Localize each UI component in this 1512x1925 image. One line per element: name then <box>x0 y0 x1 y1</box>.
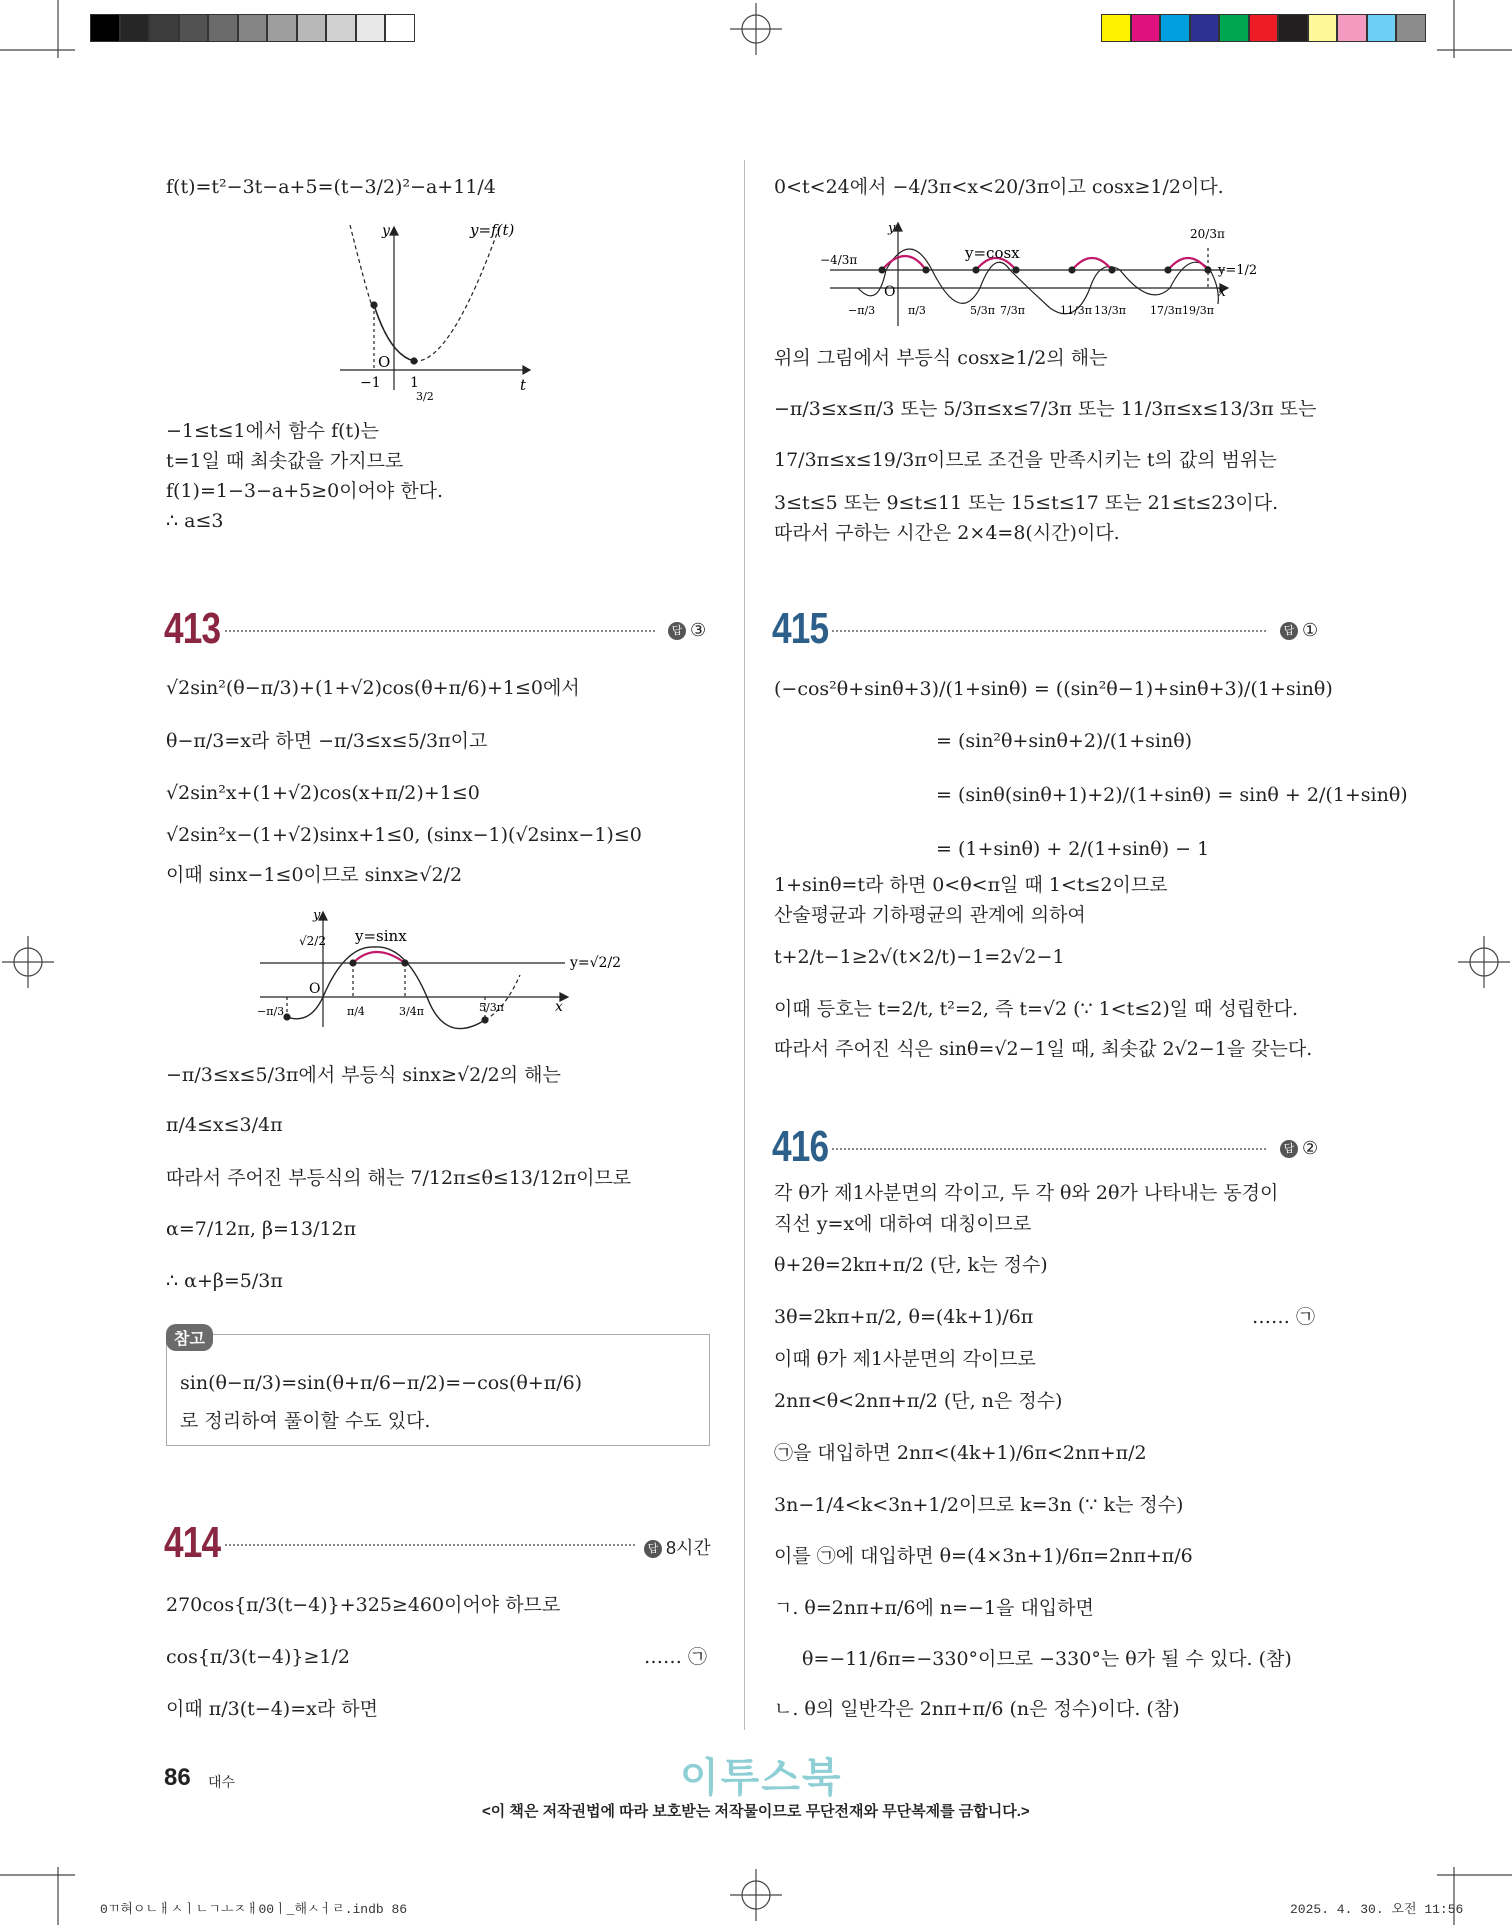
tick-label: 3/4π <box>399 1005 424 1018</box>
text-line: θ=−11/6π=−330°이므로 −330°는 θ가 될 수 있다. (참) <box>802 1648 1292 1670</box>
graph-label-o: O <box>378 353 391 371</box>
graph-label-root2-half: √2/2 <box>299 934 326 948</box>
text-line: f(1)=1−3−a+5≥0이어야 한다. <box>166 480 444 502</box>
text-line: 1+sinθ=t라 하면 0<θ<π일 때 1<t≤2이므로 <box>774 874 1168 896</box>
tick-label: 19/3π <box>1182 304 1214 317</box>
graph-label-y: y <box>888 221 896 236</box>
text-line: 각 θ가 제1사분면의 각이고, 두 각 θ와 2θ가 나타내는 동경이 <box>774 1182 1279 1204</box>
graph-label-o: O <box>309 981 321 997</box>
tick-label: 7/3π <box>1000 304 1025 317</box>
text-line: 위의 그림에서 부등식 cosx≥1/2의 해는 <box>774 347 1108 369</box>
slug-filename: 0ㄲ혀ㅇㄴㅐㅅㅣㄴㄱㅗㅈㅐ00ㅣ_해ㅅㅓㄹ.indb 86 <box>100 1902 408 1917</box>
text-line: ㉠을 대입하면 2nπ<(4k+1)/6π<2nπ+π/2 <box>774 1442 1147 1464</box>
dotted-leader <box>225 1544 635 1546</box>
text-line: ㄴ. θ의 일반각은 2nπ+π/6 (n은 정수)이다. (참) <box>774 1698 1180 1720</box>
graph-label-curve: y=sinx <box>355 927 407 945</box>
problem-number: 414 <box>164 1518 221 1567</box>
sine-graph <box>255 905 635 1030</box>
text-line: 이때 π/3(t−4)=x라 하면 <box>166 1698 378 1720</box>
reference-tag: 참고 <box>166 1324 213 1351</box>
graph-label-minus1: −1 <box>360 375 381 391</box>
tick-label: 5/3π <box>970 304 995 317</box>
section-name: 대수 <box>208 1774 236 1790</box>
text-line: 따라서 주어진 부등식의 해는 7/12π≤θ≤13/12π이므로 <box>166 1167 632 1189</box>
text-line: −π/3≤x≤5/3π에서 부등식 sinx≥√2/2의 해는 <box>166 1064 561 1086</box>
answer-value: ③ <box>690 620 707 640</box>
answer-tag: 답 <box>1280 1140 1298 1158</box>
text-line: ∴ a≤3 <box>166 510 224 532</box>
graph-label-1: 1 <box>410 375 419 391</box>
graph-label-x: x <box>1218 284 1226 300</box>
slug-date: 2025. 4. 30. 오전 11:56 <box>1290 1902 1464 1917</box>
text-line: 직선 y=x에 대하여 대칭이므로 <box>774 1213 1032 1235</box>
text-line: √2sin²(θ−π/3)+(1+√2)cos(θ+π/6)+1≤0에서 <box>166 677 580 699</box>
dotted-leader <box>225 630 655 632</box>
copyright-notice: <이 책은 저작권법에 따라 보호받는 저작물이므로 무단전재와 무단복제를 금합니다.> <box>482 1803 1030 1820</box>
equation-mark: …… ㉠ <box>644 1646 708 1668</box>
tick-label: −π/3 <box>848 304 876 317</box>
text-line: = (1+sinθ) + 2/(1+sinθ) − 1 <box>936 838 1210 860</box>
text-line: −1≤t≤1에서 함수 f(t)는 <box>166 420 379 442</box>
text-line: t+2/t−1≥2√(t×2/t)−1=2√2−1 <box>774 946 1065 968</box>
publisher-logo: 이투스북 <box>680 1756 843 1800</box>
text-line: 산술평균과 기하평균의 관계에 의하여 <box>774 904 1086 926</box>
graph-label-y: y <box>313 908 321 923</box>
tick-label: 17/3π <box>1150 304 1182 317</box>
graph-label-y: y <box>382 223 390 239</box>
answer-tag: 답 <box>1280 622 1298 640</box>
tick-label: 5/3π <box>479 1001 504 1014</box>
answer-tag: 답 <box>644 1540 662 1558</box>
text-line: 이때 등호는 t=2/t, t²=2, 즉 t=√2 (∵ 1<t≤2)일 때 성립한다. <box>774 998 1298 1020</box>
text-line: cos{π/3(t−4)}≥1/2 <box>166 1646 350 1668</box>
graph-label-o: O <box>884 284 896 300</box>
text-line: θ+2θ=2kπ+π/2 (단, k는 정수) <box>774 1254 1048 1276</box>
text-line: 따라서 주어진 식은 sinθ=√2−1일 때, 최솟값 2√2−1을 갖는다. <box>774 1038 1313 1060</box>
tick-label: −π/3 <box>257 1005 285 1018</box>
text-line: 3θ=2kπ+π/2, θ=(4k+1)/6π <box>774 1306 1034 1328</box>
graph-label-curve: y=f(t) <box>470 221 515 239</box>
page-number: 86 <box>164 1764 191 1791</box>
text-line: 3≤t≤5 또는 9≤t≤11 또는 15≤t≤17 또는 21≤t≤23이다. <box>774 492 1279 514</box>
answer-tag: 답 <box>668 622 686 640</box>
text-line: √2sin²x+(1+√2)cos(x+π/2)+1≤0 <box>166 782 480 804</box>
text-line: 2nπ<θ<2nπ+π/2 (단, n은 정수) <box>774 1390 1063 1412</box>
text-line: sin(θ−π/3)=sin(θ+π/6−π/2)=−cos(θ+π/6) <box>180 1372 583 1394</box>
text-line: ∴ α+β=5/3π <box>166 1270 283 1292</box>
text-line: 로 정리하여 풀이할 수도 있다. <box>180 1410 431 1432</box>
text-line: 3n−1/4<k<3n+1/2이므로 k=3n (∵ k는 정수) <box>774 1494 1184 1516</box>
text-line: (−cos²θ+sinθ+3)/(1+sinθ) = ((sin²θ−1)+sinθ+3)/(1+sinθ) <box>774 678 1333 700</box>
dotted-leader <box>832 630 1266 632</box>
tick-label: π/3 <box>908 304 926 317</box>
dotted-leader <box>832 1148 1266 1150</box>
graph-label-twenty-thirds: 20/3π <box>1190 227 1225 241</box>
graph-label-three-halves: 3/2 <box>416 390 434 403</box>
text-line: 따라서 구하는 시간은 2×4=8(시간)이다. <box>774 522 1120 544</box>
problem-number: 413 <box>164 604 221 653</box>
parabola-graph <box>330 215 540 403</box>
cos-intro: 0<t<24에서 −4/3π<x<20/3π이고 cosx≥1/2이다. <box>774 176 1224 198</box>
tick-label: 11/3π <box>1060 304 1092 317</box>
text-line: √2sin²x−(1+√2)sinx+1≤0, (sinx−1)(√2sinx−1)≤0 <box>166 824 642 846</box>
answer-value: 8시간 <box>666 1538 711 1558</box>
cosine-graph <box>820 218 1280 328</box>
text-line: 이때 θ가 제1사분면의 각이므로 <box>774 1348 1036 1370</box>
answer-badge <box>1280 1138 1318 1159</box>
graph-label-curve: y=cosx <box>965 244 1020 262</box>
text-line: 270cos{π/3(t−4)}+325≥460이어야 하므로 <box>166 1594 561 1616</box>
problem-number: 416 <box>772 1122 829 1171</box>
text-line: 이를 ㉠에 대입하면 θ=(4×3n+1)/6π=2nπ+π/6 <box>774 1545 1193 1567</box>
text-line: = (sin²θ+sinθ+2)/(1+sinθ) <box>936 730 1193 752</box>
text-line: θ−π/3=x라 하면 −π/3≤x≤5/3π이고 <box>166 730 488 752</box>
text-line: 17/3π≤x≤19/3π이므로 조건을 만족시키는 t의 값의 범위는 <box>774 449 1277 471</box>
column-divider <box>744 160 745 1730</box>
text-line: t=1일 때 최솟값을 가지므로 <box>166 450 404 472</box>
text-line: 이때 sinx−1≤0이므로 sinx≥√2/2 <box>166 864 463 886</box>
tick-label: π/4 <box>347 1005 365 1018</box>
graph-label-t: t <box>520 376 527 394</box>
answer-value: ② <box>1302 1138 1319 1158</box>
graph-label-x: x <box>555 999 563 1015</box>
text-line: ㄱ. θ=2nπ+π/6에 n=−1을 대입하면 <box>774 1597 1094 1619</box>
answer-badge <box>668 620 706 641</box>
problem-number: 415 <box>772 604 829 653</box>
graph-label-y-root2-half: y=√2/2 <box>570 955 622 971</box>
text-line: = (sinθ(sinθ+1)+2)/(1+sinθ) = sinθ + 2/(1+sinθ) <box>936 784 1408 806</box>
ftn-formula: f(t)=t²−3t−a+5=(t−3/2)²−a+11/4 <box>166 176 496 198</box>
graph-label-half: y=1/2 <box>1218 263 1258 278</box>
text-line: π/4≤x≤3/4π <box>166 1114 283 1136</box>
text-line: −π/3≤x≤π/3 또는 5/3π≤x≤7/3π 또는 11/3π≤x≤13/3π 또는 <box>774 398 1317 420</box>
text-line: α=7/12π, β=13/12π <box>166 1218 357 1240</box>
tick-label: 13/3π <box>1094 304 1126 317</box>
equation-mark: …… ㉠ <box>1252 1306 1316 1328</box>
answer-value: ① <box>1302 620 1319 640</box>
answer-badge <box>1280 620 1318 641</box>
graph-label-minus-four-thirds: −4/3π <box>820 253 858 267</box>
answer-badge <box>644 1534 711 1560</box>
